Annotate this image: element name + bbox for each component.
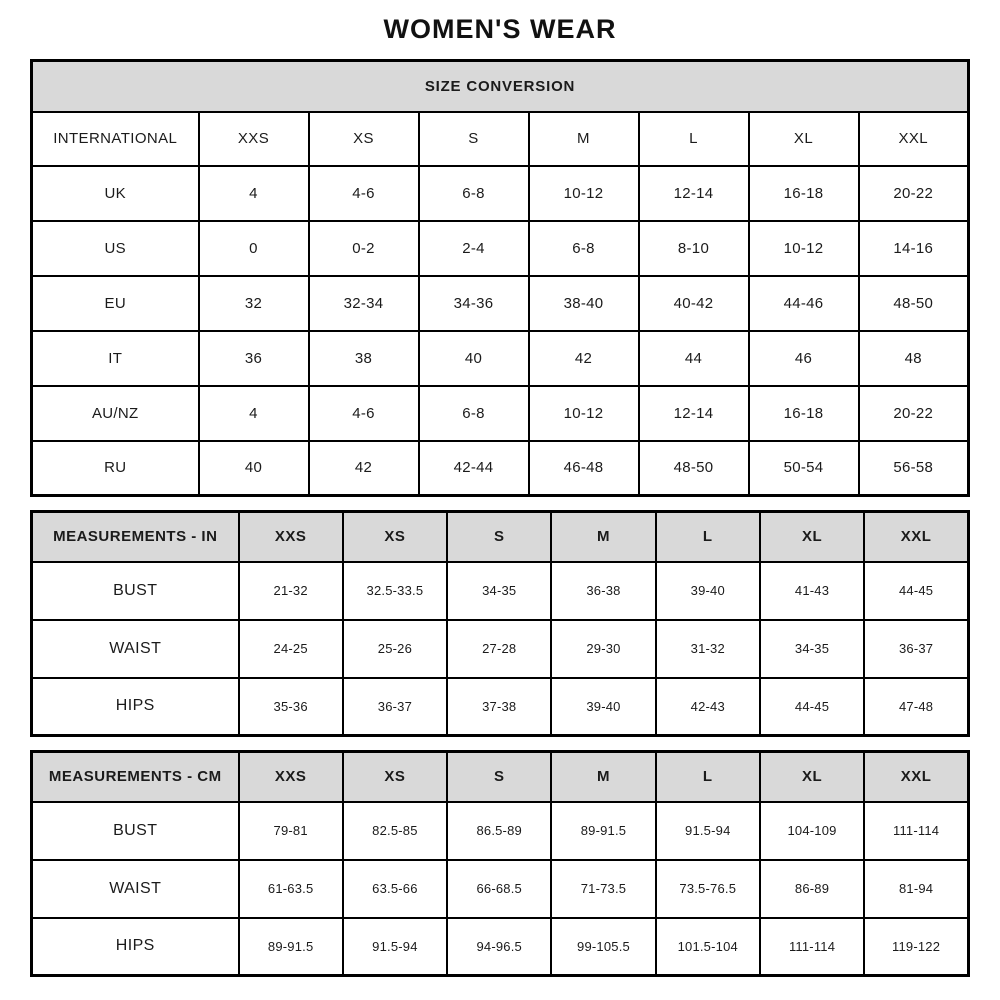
column-header-cell: M <box>551 512 655 562</box>
value-cell: 79-81 <box>239 802 343 860</box>
size_conversion-row-au-nz <box>32 386 969 441</box>
value-cell: 40 <box>419 331 529 386</box>
column-header-label-cell: MEASUREMENTS - CM <box>32 752 239 802</box>
value-cell: 111-114 <box>864 802 968 860</box>
value-cell: 48 <box>859 331 969 386</box>
column-header-cell: XS <box>343 752 447 802</box>
value-cell: 42 <box>529 331 639 386</box>
column-header-cell: XS <box>343 512 447 562</box>
value-cell: 4 <box>199 166 309 221</box>
value-cell: 14-16 <box>859 221 969 276</box>
value-cell: 42-44 <box>419 441 529 496</box>
row-label-cell: WAIST <box>32 860 239 918</box>
value-cell: 36 <box>199 331 309 386</box>
value-cell: 6-8 <box>529 221 639 276</box>
measurements_in-header-row <box>32 512 969 562</box>
value-cell: 16-18 <box>749 166 859 221</box>
value-cell: 34-35 <box>760 620 864 678</box>
row-label-cell: WAIST <box>32 620 239 678</box>
value-cell: 25-26 <box>343 620 447 678</box>
column-header-cell: XL <box>760 752 864 802</box>
value-cell: 44 <box>639 331 749 386</box>
value-cell: 20-22 <box>859 386 969 441</box>
value-cell: 41-43 <box>760 562 864 620</box>
value-cell: 89-91.5 <box>239 918 343 976</box>
value-cell: 37-38 <box>447 678 551 736</box>
value-cell: 10-12 <box>529 386 639 441</box>
size_conversion-row-uk <box>32 166 969 221</box>
column-header-cell: XXS <box>239 512 343 562</box>
value-cell: 0-2 <box>309 221 419 276</box>
value-cell: 46 <box>749 331 859 386</box>
column-header-cell: XS <box>309 112 419 166</box>
value-cell: 48-50 <box>639 441 749 496</box>
measurements_in-row-hips <box>32 678 969 736</box>
value-cell: 38 <box>309 331 419 386</box>
value-cell: 20-22 <box>859 166 969 221</box>
row-label-cell: HIPS <box>32 918 239 976</box>
column-header-cell: M <box>529 112 639 166</box>
value-cell: 111-114 <box>760 918 864 976</box>
column-header-cell: XXL <box>864 752 968 802</box>
value-cell: 10-12 <box>749 221 859 276</box>
size_conversion-row-us <box>32 221 969 276</box>
value-cell: 36-37 <box>864 620 968 678</box>
column-header-label-cell: MEASUREMENTS - IN <box>32 512 239 562</box>
value-cell: 73.5-76.5 <box>656 860 760 918</box>
row-label-cell: EU <box>32 276 199 331</box>
row-label-cell: BUST <box>32 562 239 620</box>
value-cell: 36-37 <box>343 678 447 736</box>
value-cell: 40 <box>199 441 309 496</box>
value-cell: 46-48 <box>529 441 639 496</box>
measurements_cm-header-row <box>32 752 969 802</box>
page-title: WOMEN'S WEAR <box>383 14 617 44</box>
row-label-cell: RU <box>32 441 199 496</box>
value-cell: 56-58 <box>859 441 969 496</box>
value-cell: 21-32 <box>239 562 343 620</box>
value-cell: 2-4 <box>419 221 529 276</box>
value-cell: 94-96.5 <box>447 918 551 976</box>
value-cell: 44-45 <box>760 678 864 736</box>
value-cell: 4-6 <box>309 166 419 221</box>
value-cell: 44-46 <box>749 276 859 331</box>
measurements_in-row-waist <box>32 620 969 678</box>
value-cell: 34-36 <box>419 276 529 331</box>
row-label-cell: US <box>32 221 199 276</box>
column-header-cell: XXL <box>859 112 969 166</box>
value-cell: 8-10 <box>639 221 749 276</box>
value-cell: 32-34 <box>309 276 419 331</box>
value-cell: 66-68.5 <box>447 860 551 918</box>
value-cell: 24-25 <box>239 620 343 678</box>
value-cell: 16-18 <box>749 386 859 441</box>
measurements_in-row-bust <box>32 562 969 620</box>
size_conversion-row-it <box>32 331 969 386</box>
size_conversion-row-ru <box>32 441 969 496</box>
value-cell: 86-89 <box>760 860 864 918</box>
column-header-cell: L <box>639 112 749 166</box>
value-cell: 38-40 <box>529 276 639 331</box>
value-cell: 47-48 <box>864 678 968 736</box>
value-cell: 4-6 <box>309 386 419 441</box>
column-header-label-cell: INTERNATIONAL <box>32 112 199 166</box>
value-cell: 91.5-94 <box>343 918 447 976</box>
column-header-cell: XL <box>760 512 864 562</box>
value-cell: 4 <box>199 386 309 441</box>
size-conversion-table <box>30 59 970 497</box>
value-cell: 99-105.5 <box>551 918 655 976</box>
value-cell: 42 <box>309 441 419 496</box>
row-label-cell: UK <box>32 166 199 221</box>
value-cell: 40-42 <box>639 276 749 331</box>
column-header-cell: L <box>656 512 760 562</box>
value-cell: 104-109 <box>760 802 864 860</box>
column-header-cell: M <box>551 752 655 802</box>
value-cell: 12-14 <box>639 166 749 221</box>
value-cell: 86.5-89 <box>447 802 551 860</box>
row-label-cell: AU/NZ <box>32 386 199 441</box>
column-header-cell: S <box>419 112 529 166</box>
value-cell: 29-30 <box>551 620 655 678</box>
measurements_cm-row-hips <box>32 918 969 976</box>
value-cell: 27-28 <box>447 620 551 678</box>
column-header-cell: S <box>447 752 551 802</box>
value-cell: 63.5-66 <box>343 860 447 918</box>
value-cell: 34-35 <box>447 562 551 620</box>
value-cell: 50-54 <box>749 441 859 496</box>
measurements-in-table <box>30 510 970 737</box>
value-cell: 31-32 <box>656 620 760 678</box>
row-label-cell: IT <box>32 331 199 386</box>
value-cell: 61-63.5 <box>239 860 343 918</box>
value-cell: 119-122 <box>864 918 968 976</box>
size-conversion-header: SIZE CONVERSION <box>32 61 969 112</box>
size_conversion-header-row <box>32 112 969 166</box>
measurements_cm-row-waist <box>32 860 969 918</box>
value-cell: 32.5-33.5 <box>343 562 447 620</box>
column-header-cell: XL <box>749 112 859 166</box>
value-cell: 35-36 <box>239 678 343 736</box>
value-cell: 36-38 <box>551 562 655 620</box>
column-header-cell: XXS <box>239 752 343 802</box>
value-cell: 10-12 <box>529 166 639 221</box>
column-header-cell: XXS <box>199 112 309 166</box>
column-header-cell: L <box>656 752 760 802</box>
value-cell: 81-94 <box>864 860 968 918</box>
measurements-cm-table <box>30 750 970 977</box>
value-cell: 89-91.5 <box>551 802 655 860</box>
value-cell: 12-14 <box>639 386 749 441</box>
row-label-cell: HIPS <box>32 678 239 736</box>
value-cell: 91.5-94 <box>656 802 760 860</box>
column-header-cell: S <box>447 512 551 562</box>
value-cell: 6-8 <box>419 166 529 221</box>
value-cell: 32 <box>199 276 309 331</box>
value-cell: 71-73.5 <box>551 860 655 918</box>
value-cell: 48-50 <box>859 276 969 331</box>
value-cell: 6-8 <box>419 386 529 441</box>
value-cell: 39-40 <box>656 562 760 620</box>
value-cell: 42-43 <box>656 678 760 736</box>
row-label-cell: BUST <box>32 802 239 860</box>
column-header-cell: XXL <box>864 512 968 562</box>
value-cell: 44-45 <box>864 562 968 620</box>
size-conversion-banner-row <box>32 61 969 112</box>
value-cell: 82.5-85 <box>343 802 447 860</box>
measurements_cm-row-bust <box>32 802 969 860</box>
size_conversion-row-eu <box>32 276 969 331</box>
value-cell: 101.5-104 <box>656 918 760 976</box>
value-cell: 0 <box>199 221 309 276</box>
value-cell: 39-40 <box>551 678 655 736</box>
